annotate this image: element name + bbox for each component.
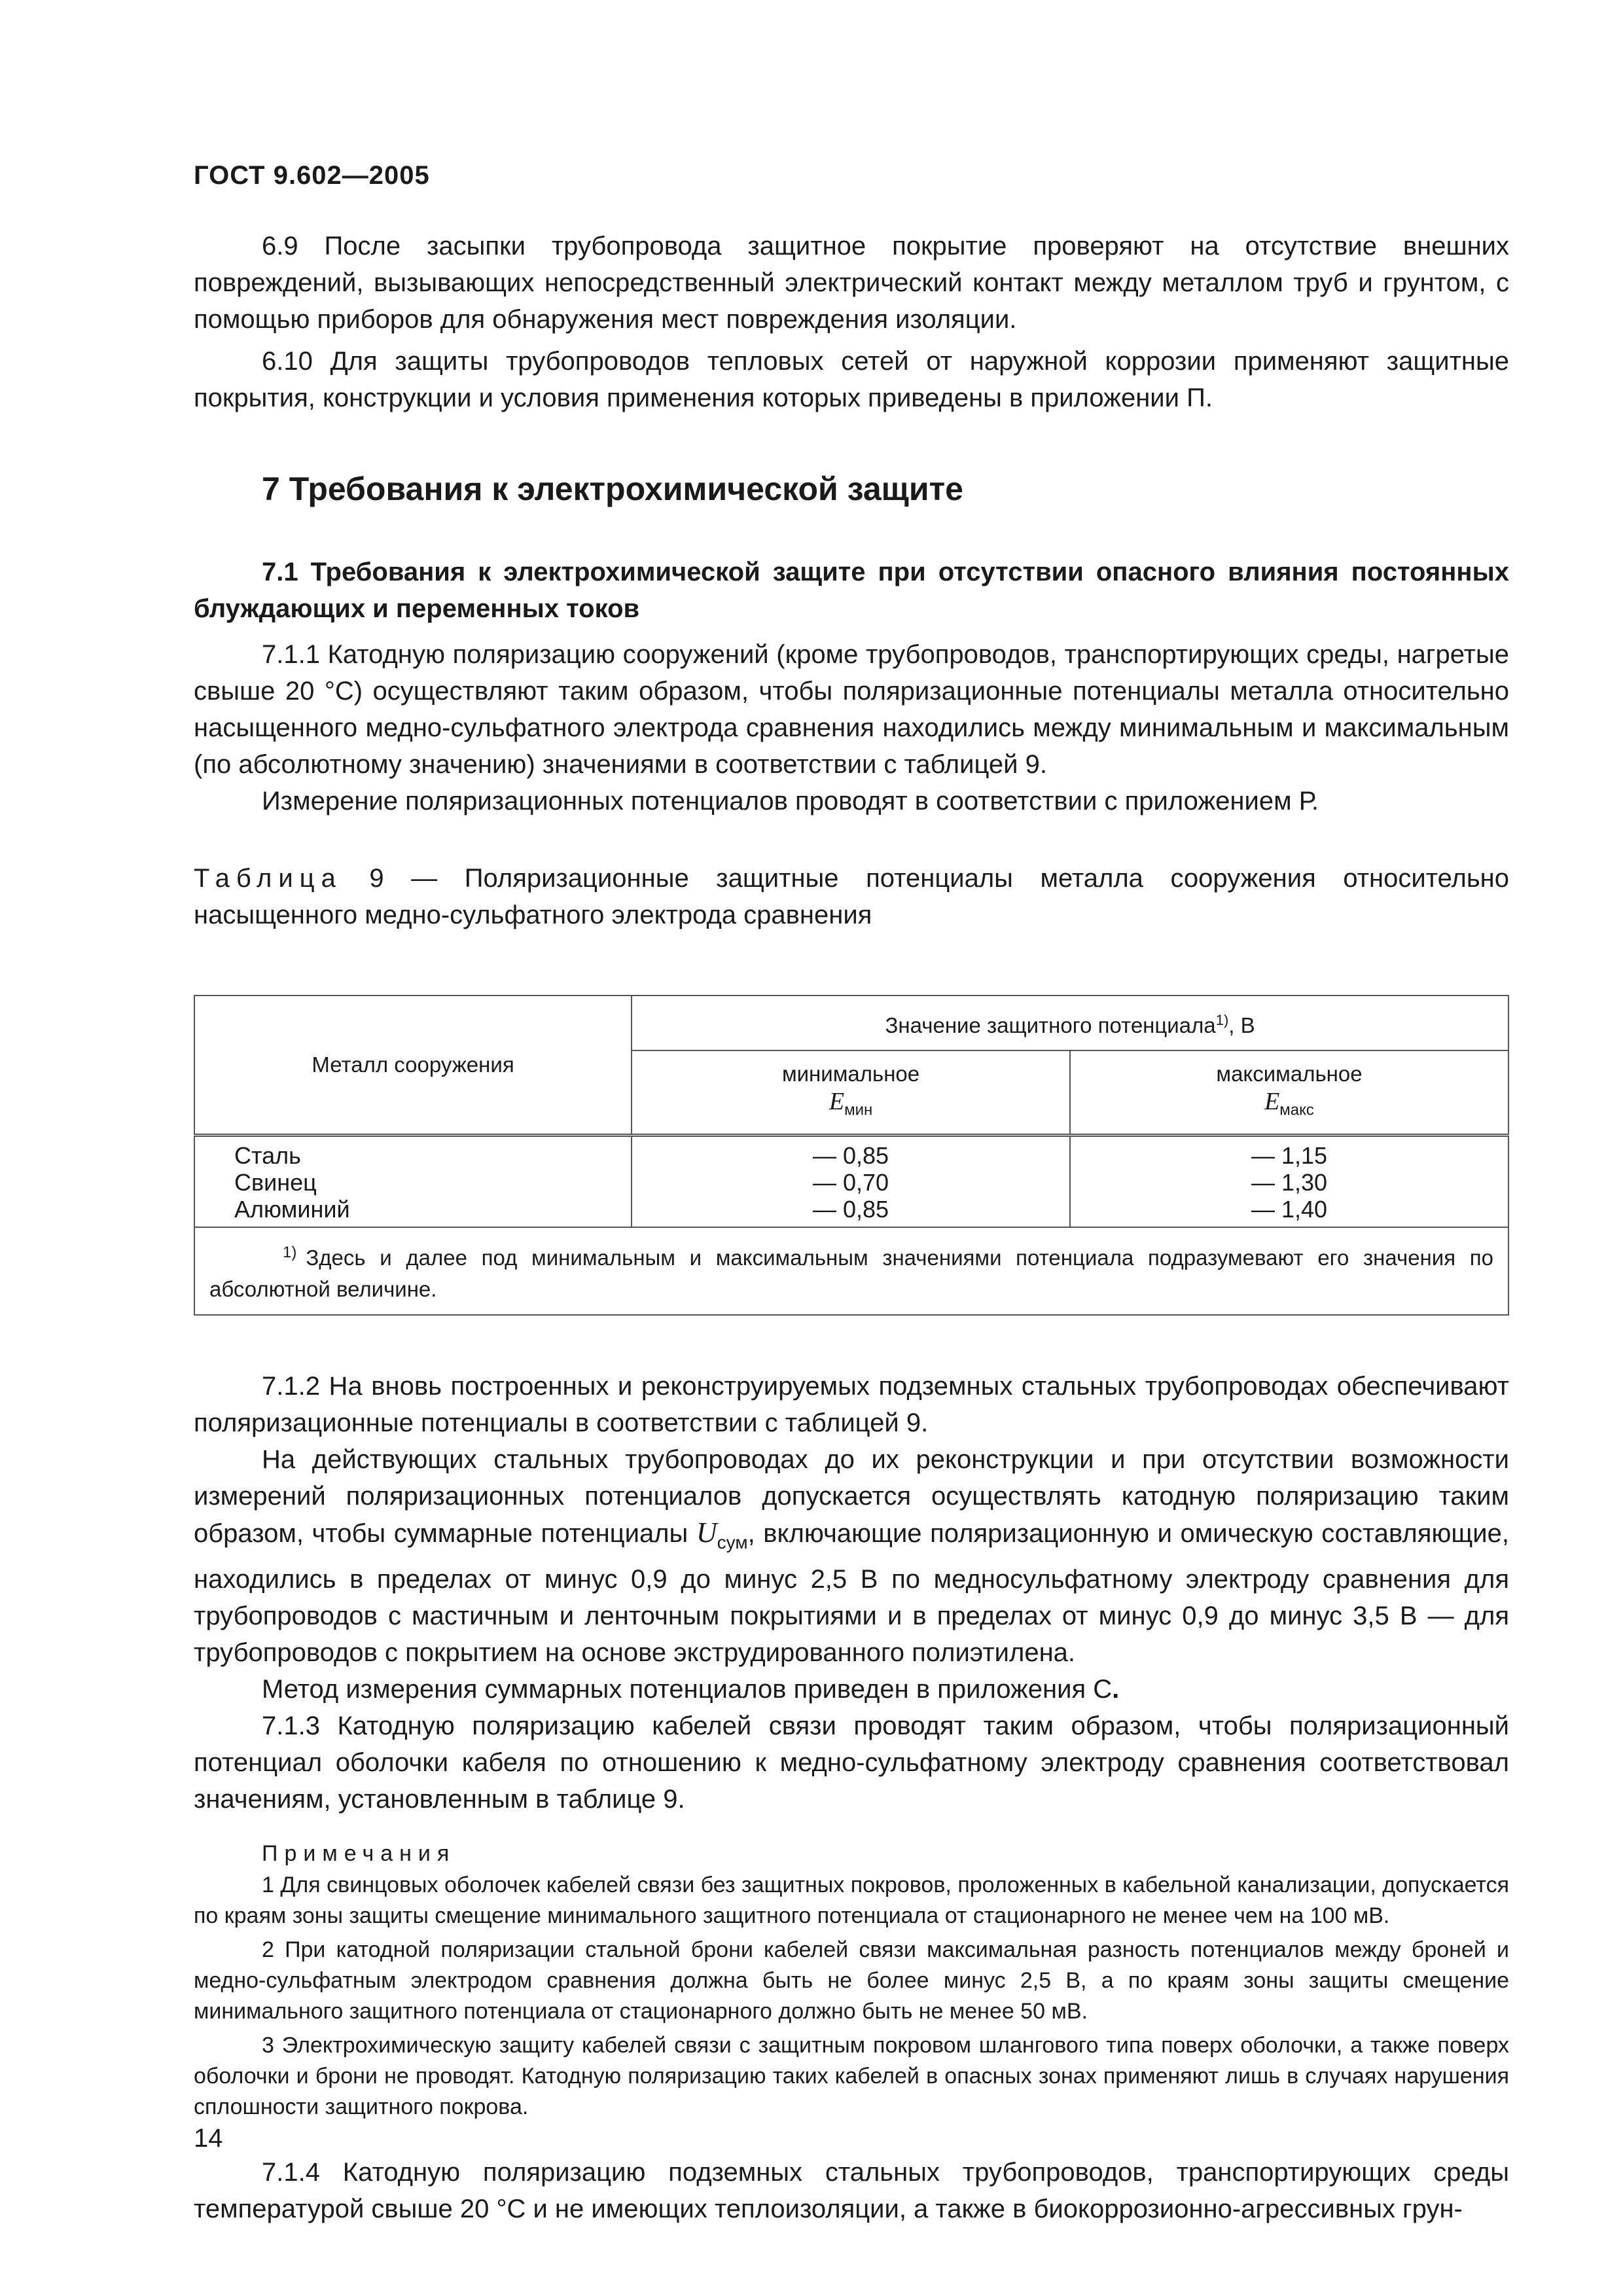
paragraph-7-1-1-measure: Измерение поляризационных потенциалов проводят в соответствии с приложением Р. xyxy=(262,787,1319,816)
header-potential-unit: , В xyxy=(1228,1013,1255,1037)
table-body-row xyxy=(194,1136,1508,1228)
header-min xyxy=(632,1050,1070,1136)
paragraph-7-1-3: 7.1.3 Катодную поляризацию кабелей связи проводят таким образом, чтобы поляризационный потенциал оболочки кабеля по отношению к медно-сульфатному электроду сравнения соответствовал значениям, установленным в таблице 9. xyxy=(194,1711,1509,1814)
page-content xyxy=(194,228,1509,2227)
note-item: 1 Для свинцовых оболочек кабелей связи без защитных покровов, проложенных в кабельной канализации, допускается по краям зоны защиты смещение минимального защитного потенциала от стационарного не менее чем на 100 мВ. xyxy=(194,1872,1509,1928)
document-header: ГОСТ 9.602—2005 xyxy=(194,161,430,190)
subsection-heading-7-1: 7.1 Требования к электрохимической защите при отсутствии опасного влияния постоянных блуждающих и переменных токов xyxy=(194,558,1509,623)
notes-title: Примечания xyxy=(262,1840,456,1866)
table-cell-max: — 1,15 xyxy=(1251,1142,1328,1169)
paragraph-7-1-1: 7.1.1 Катодную поляризацию сооружений (кроме трубопроводов, транспортирующих среды, нагретые свыше 20 °С) осуществляют таким образом, чтобы поляризационные потенциалы металла относительно насыщенного медно-сульфатного электрода сравнения находились между минимальным и максимальным (по абсолютному значению) значениями в соответствии с таблицей 9. xyxy=(194,640,1509,779)
table-9 xyxy=(194,995,1509,1316)
table-cell-metal: Свинец xyxy=(234,1169,317,1196)
paragraph-7-1-2-existing: На действующих стальных трубопроводах до их реконструкции и при отсутствии возможности измерений поляризационных потенциалов допускается осуществлять катодную поляризацию таким образом, чтобы суммарные потенциалы $U_{сум}$, включающие поляризационную и омическую составляющие, находились в пределах от минус 0,9 до минус 2,5 В по медносульфатному электроду сравнения для трубопроводов с мастичным и ленточным покрытиями и в пределах от минус 0,9 до минус 3,5 В — для трубопроводов с покрытием на основе экструдированного полиэтилена. xyxy=(194,1445,1509,1667)
header-max xyxy=(1070,1050,1508,1136)
header-min-symbol: $E_{мин}$ xyxy=(829,1088,873,1119)
header-footnote-mark: 1) xyxy=(1215,1012,1229,1028)
paragraph-7-1-2: 7.1.2 На вновь построенных и реконструируемых подземных стальных трубопроводах обеспечивают поляризационные потенциалы в соответствии с таблицей 9. xyxy=(194,1372,1509,1437)
table-cell-max: — 1,30 xyxy=(1251,1169,1328,1196)
table-cell-metal: Алюминий xyxy=(234,1196,350,1223)
table-cell-metal: Сталь xyxy=(234,1142,301,1169)
paragraph-6-10: 6.10 Для защиты трубопроводов тепловых сетей от наружной коррозии применяют защитные покрытия, конструкции и условия применения которых приведены в приложении П. xyxy=(194,347,1509,412)
paragraph-6-9: 6.9 После засыпки трубопровода защитное покрытие проверяют на отсутствие внешних повреждений, вызывающих непосредственный электрический контакт между металлом труб и грунтом, с помощью приборов для обнаружения мест повреждения изоляции. xyxy=(194,232,1509,334)
table-cell-min: — 0,85 xyxy=(813,1142,889,1169)
metal-column xyxy=(194,1136,632,1228)
table-cell-max: — 1,40 xyxy=(1251,1196,1328,1223)
header-max-label: максимальное xyxy=(1216,1062,1363,1086)
footnote-mark: 1) xyxy=(283,1244,297,1261)
table-header-row xyxy=(194,996,1508,1050)
symbol-u-sum: $U_{сум}$ xyxy=(696,1516,748,1552)
note-item: 2 При катодной поляризации стальной брони кабелей связи максимальная разность потенциалов между броней и медно-сульфатным электродом сравнения должна быть не более минус 2,5 В, а по краям зоны защиты смещение минимального защитного потенциала от стационарного должно быть не менее 50 мВ. xyxy=(194,1937,1509,2024)
header-potential-value xyxy=(632,996,1508,1050)
max-column xyxy=(1070,1136,1508,1228)
min-column xyxy=(632,1136,1070,1228)
table-footnote xyxy=(194,1227,1508,1315)
table-caption-label: Таблица xyxy=(194,864,342,893)
footnote-text: Здесь и далее под минимальным и максимальным значениями потенциала подразумевают его значения по абсолютной величине. xyxy=(209,1246,1493,1301)
table-caption-text: 9 — Поляризационные защитные потенциалы металла сооружения относительно насыщенного медно-сульфатного электрода сравнения xyxy=(194,864,1509,929)
table-9-caption xyxy=(194,860,1509,933)
paragraph-7-1-4: 7.1.4 Катодную поляризацию подземных стальных трубопроводов, транспортирующих среды температурой свыше 20 °С и не имеющих теплоизоляции, а также в биокоррозионно-агрессивных грун- xyxy=(194,2157,1509,2223)
section-heading-7: 7 Требования к электрохимической защите xyxy=(262,471,963,507)
header-min-label: минимальное xyxy=(781,1062,920,1086)
header-potential-label: Значение защитного потенциала xyxy=(885,1013,1216,1037)
paragraph-7-1-2-method: Метод измерения суммарных потенциалов приведен в приложения С. xyxy=(262,1674,1120,1704)
page-number: 14 xyxy=(194,2124,223,2153)
header-max-symbol: $E_{макс}$ xyxy=(1264,1088,1314,1119)
table-cell-min: — 0,85 xyxy=(813,1196,889,1223)
note-item: 3 Электрохимическую защиту кабелей связи с защитным покровом шлангового типа поверх оболочки, а также поверх оболочки и брони не проводят. Катодную поляризацию таких кабелей в опасных зонах применяют лишь в случаях нарушения сплошности защитного покрова. xyxy=(194,2032,1509,2119)
header-metal: Металл сооружения xyxy=(194,996,632,1136)
table-footnote-row xyxy=(194,1227,1508,1315)
table-cell-min: — 0,70 xyxy=(813,1169,889,1196)
